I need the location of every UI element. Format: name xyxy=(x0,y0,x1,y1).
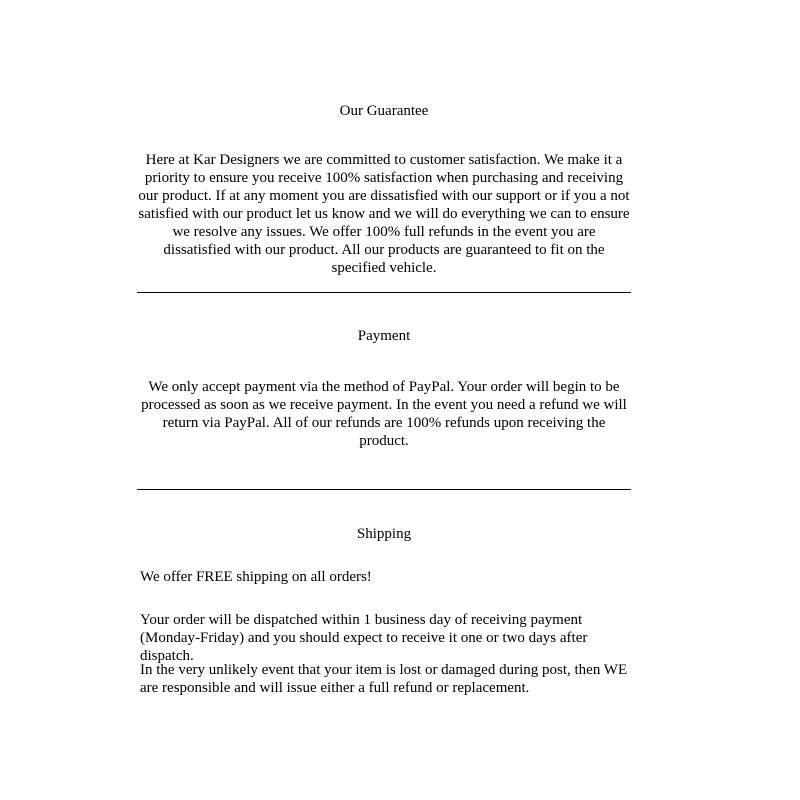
shipping-paragraph: We offer FREE shipping on all orders! xyxy=(140,569,372,585)
guarantee-section-body: Here at Kar Designers we are committed to customer satisfaction. We make it a priority to ensure you receive 100% satisfaction when purchasing and receiving our product. If at any moment you are dissatisfied with our support or if you a not satisfied with our product let us know and we will do everything we can to ensure we resolve any issues. We offer 100% full refunds in the event you are dissatisfied with our product. All our products are guaranteed to fit on the specified vehicle. xyxy=(138,152,630,276)
section-divider xyxy=(137,292,631,293)
shipping-section-title: Shipping xyxy=(356,526,412,542)
shipping-paragraph: Your order will be dispatched within 1 business day of receiving payment (Monday-Friday) and you should expect to receive it one or two days after dispatch. xyxy=(140,612,588,664)
payment-section-title: Payment xyxy=(357,328,411,344)
guarantee-section-title: Our Guarantee xyxy=(339,103,429,119)
shipping-paragraph: In the very unlikely event that your item is lost or damaged during post, then WE are responsible and will issue either a full refund or replacement. xyxy=(140,662,628,696)
section-divider xyxy=(137,489,631,490)
payment-section-body: We only accept payment via the method of PayPal. Your order will begin to be processed as soon as we receive payment. In the event you need a refund we will return via PayPal. All of our refunds are 100% refunds upon receiving the product. xyxy=(141,379,627,449)
